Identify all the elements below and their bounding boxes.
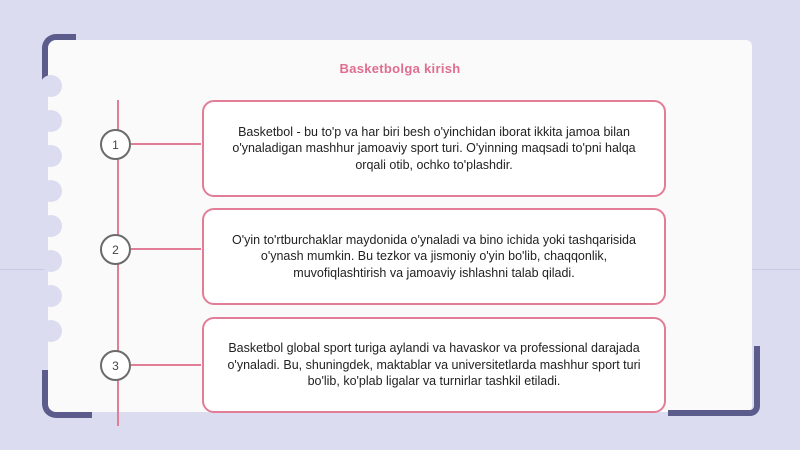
step-text: Basketbol - bu to'p va har biri besh o'yinchidan iborat ikkita jamoa bilan o'ynaladigan mashhur jamoaviy sport turi. O'yinning maqsadi to'pni halqa orqali otib, ochko to'plashdir. (232, 124, 636, 172)
binder-hole (40, 285, 62, 307)
step-number-circle: 2 (100, 234, 131, 265)
bottom-right-bracket (668, 346, 760, 416)
binder-hole (40, 180, 62, 202)
step-text-box (202, 317, 666, 413)
bottom-left-bracket (42, 370, 92, 418)
step-text: O'yin to'rtburchaklar maydonida o'ynaladi va bino ichida yoki tashqarisida o'ynash mumkin. Bu tezkor va jismoniy o'yin bo'lib, chaqqonlik, muvofiqlashtirish va jamoaviy ishlashni talab qiladi. (232, 232, 636, 280)
step-connector (131, 143, 201, 145)
step-number-circle: 3 (100, 350, 131, 381)
step-connector (131, 248, 201, 250)
binder-hole (40, 250, 62, 272)
step-number-circle: 1 (100, 129, 131, 160)
binder-hole (40, 110, 62, 132)
step-connector (131, 364, 201, 366)
binder-hole (40, 320, 62, 342)
binder-hole (40, 75, 62, 97)
slide-title: Basketbolga kirish (339, 61, 461, 76)
step-text-box (202, 100, 666, 197)
step-text: Basketbol global sport turiga aylandi va havaskor va professional darajada o'ynaladi. Bu, shuningdek, maktablar va universitetlarda mashhur sport turi bo'lib, ko'plab ligalar va turnirlar tashkil etiladi. (227, 341, 641, 389)
binder-hole (40, 145, 62, 167)
binder-hole (40, 215, 62, 237)
step-text-box (202, 208, 666, 305)
